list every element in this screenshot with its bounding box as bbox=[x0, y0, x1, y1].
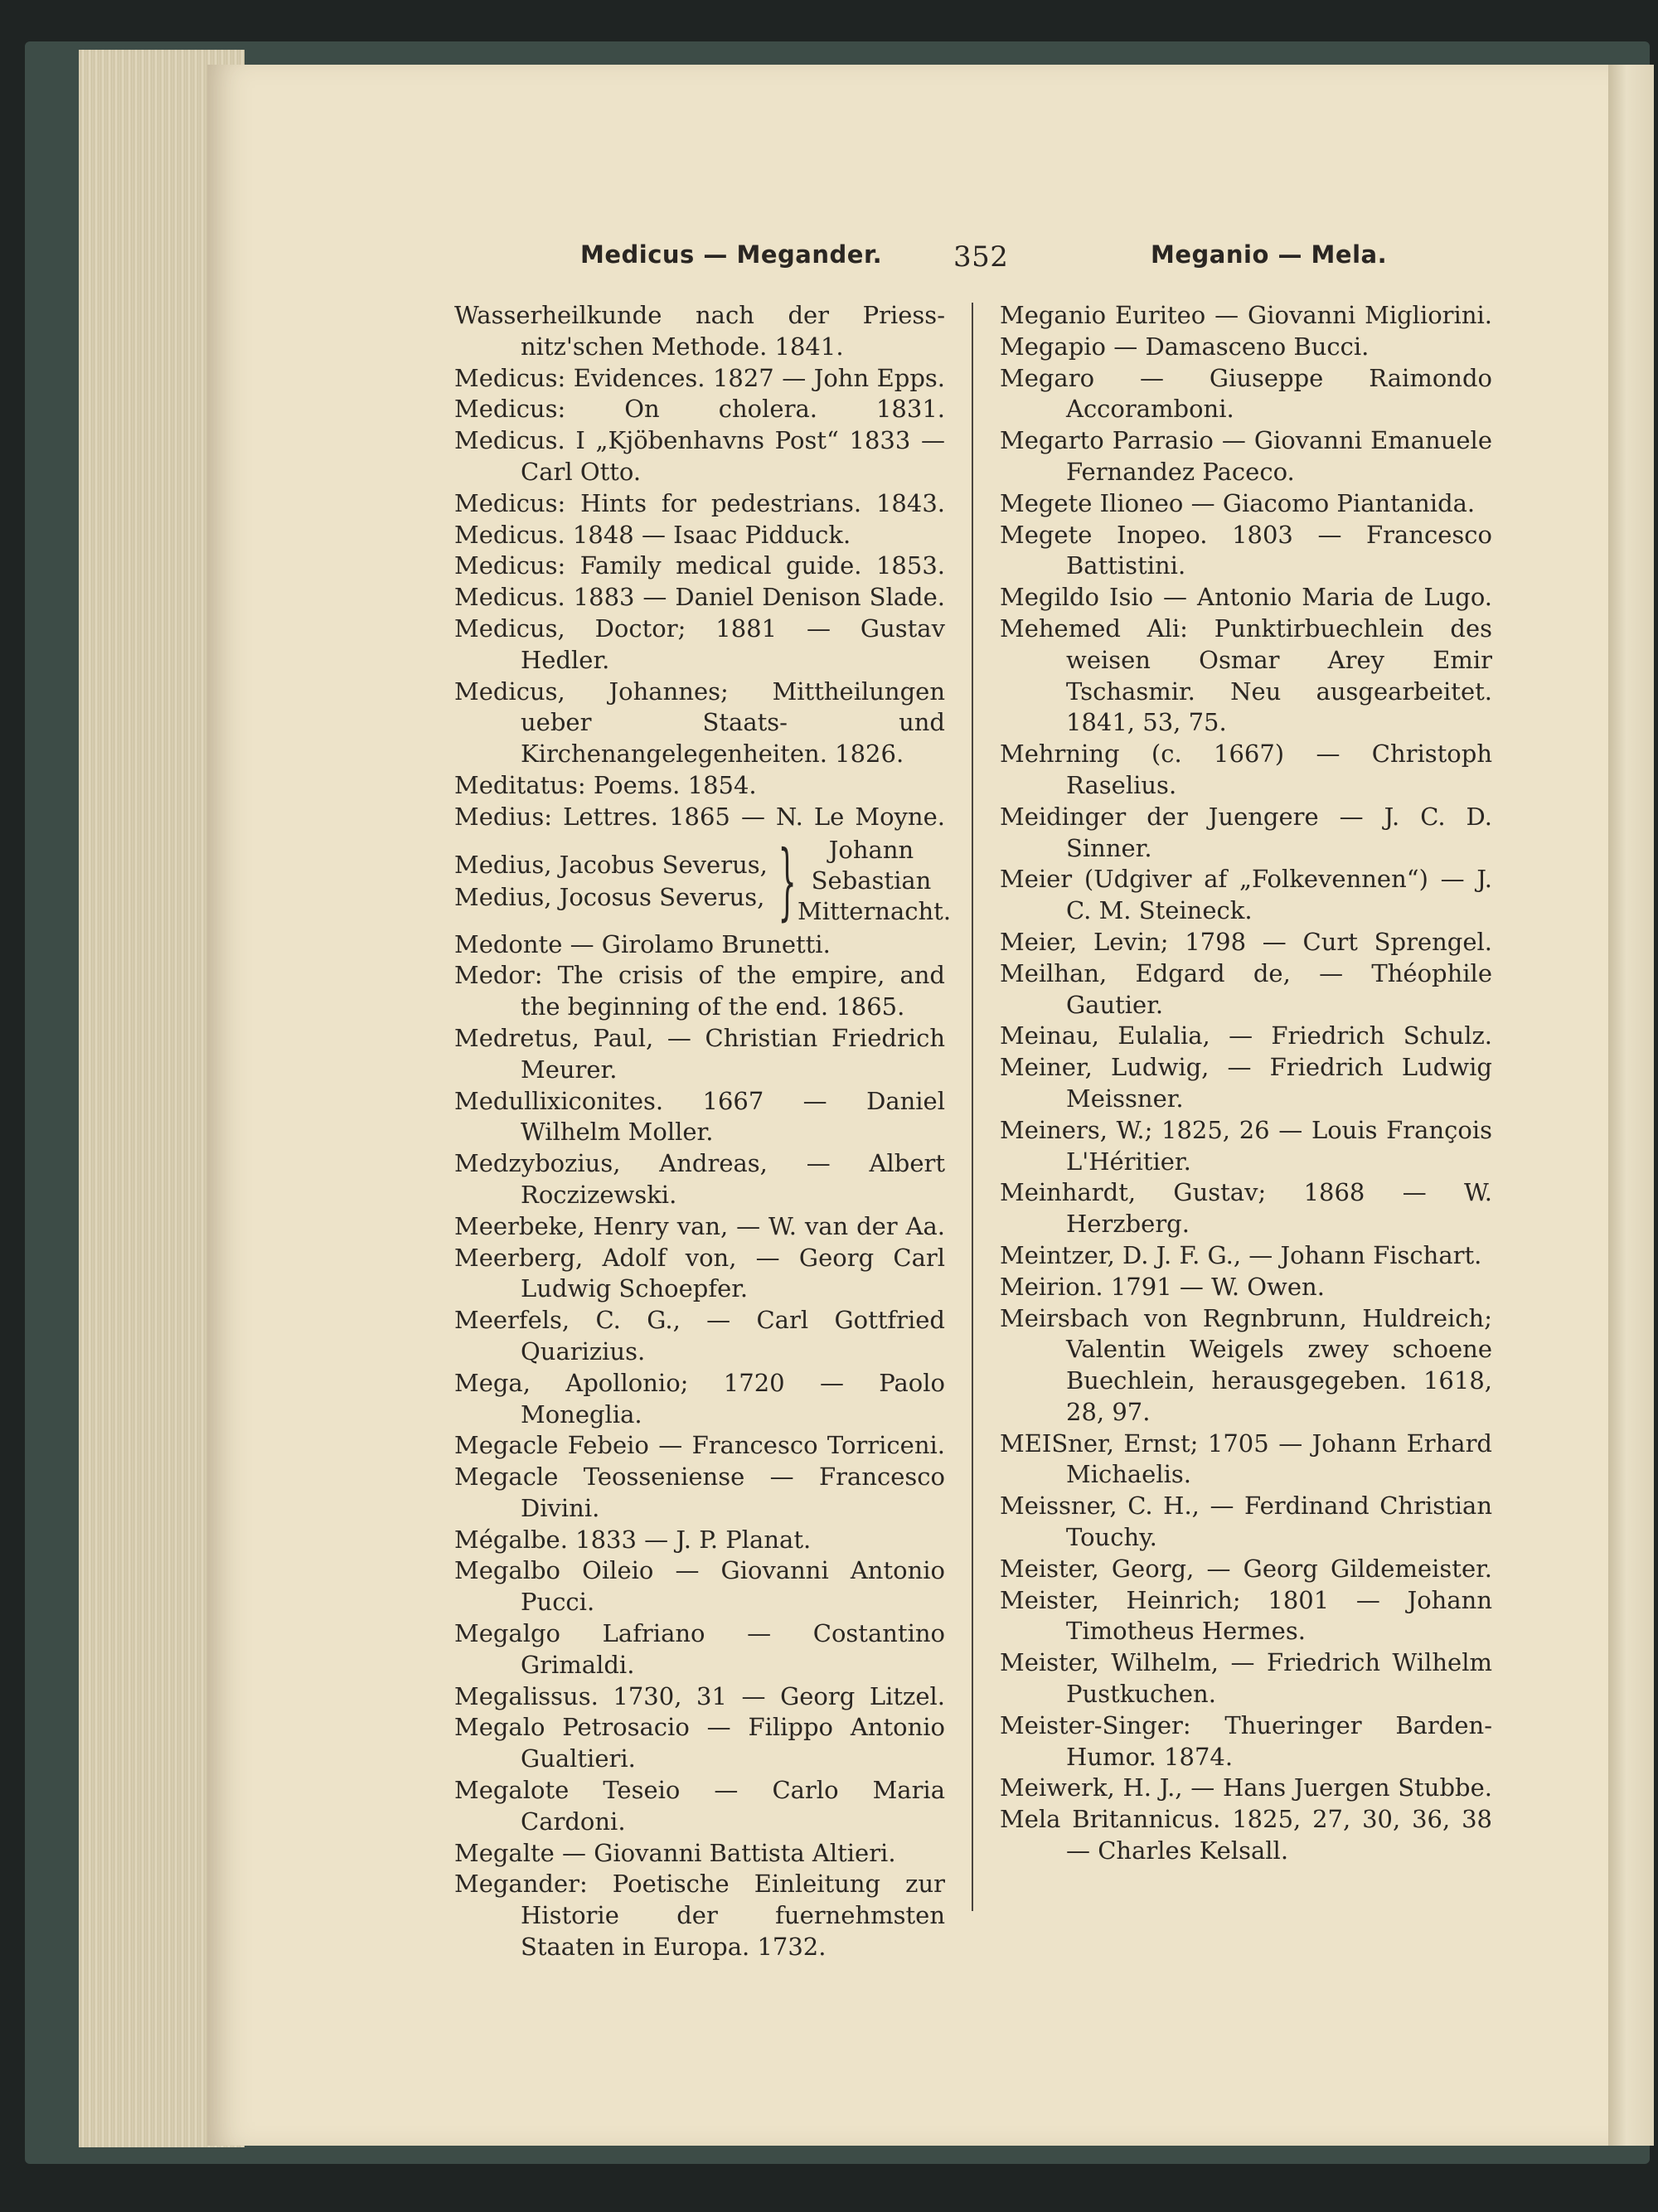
entry-medicus-1883: Medicus. 1883 — Daniel Denison Slade. bbox=[454, 583, 945, 612]
entry-meister-georg: Meister, Georg, — Georg Gildemeister. bbox=[1000, 1554, 1492, 1583]
entry-meier-levin: Meier, Levin; 1798 — Curt Sprengel. bbox=[1000, 927, 1492, 956]
entry-megacle-febeio: Megacle Febeio — Francesco Torriceni. bbox=[454, 1431, 945, 1460]
page-curl-edge bbox=[1608, 65, 1654, 2146]
entry-mehrning: Mehrning (c. 1667) — Christoph Raselius. bbox=[1000, 740, 1492, 799]
brace-name-jocosus: Medius, Jocosus Severus, bbox=[454, 882, 765, 911]
entry-meiners: Meiners, W.; 1825, 26 — Louis François L'Héritier. bbox=[1000, 1115, 1492, 1176]
entry-mehemed: Mehemed Ali: Punktirbuechlein des weisen Osmar Arey Emir Tschasmir. Neu ausgearbeitet. 1841, 53, 75. bbox=[1000, 614, 1492, 737]
entry-megalbe: Mégalbe. 1833 — J. P. Planat. bbox=[454, 1525, 812, 1554]
entry-mega: Mega, Apollonio; 1720 — Paolo Moneglia. bbox=[454, 1368, 945, 1429]
entry-medius-lettres: Medius: Lettres. 1865 — N. Le Moyne. bbox=[454, 802, 945, 831]
right-column bbox=[1000, 300, 1492, 1867]
entry-megete-ilioneo: Megete Ilioneo — Giacomo Piantanida. bbox=[1000, 488, 1476, 517]
entry-medzybozius: Medzybozius, Andreas, — Albert Roczizewski. bbox=[454, 1149, 945, 1209]
entry-meintzer: Meintzer, D. J. F. G., — Johann Fischart. bbox=[1000, 1240, 1482, 1269]
entry-meerberg: Meerberg, Adolf von, — Georg Carl Ludwig Schoepfer. bbox=[454, 1243, 945, 1303]
entry-meier-udgiver: Meier (Udgiver af „Folkevennen“) — J. C. M. Steineck. bbox=[1000, 865, 1492, 925]
entry-meerfels: Meerfels, C. G., — Carl Gottfried Quarizius. bbox=[454, 1306, 945, 1366]
entry-medonte: Medonte — Girolamo Brunetti. bbox=[454, 929, 831, 958]
entry-meditatus: Meditatus: Poems. 1854. bbox=[454, 770, 757, 799]
entry-medicus-hints: Medicus: Hints for pedestrians. 1843. bbox=[454, 488, 945, 517]
entry-meinau: Meinau, Eulalia, — Friedrich Schulz. bbox=[1000, 1021, 1492, 1050]
entry-megalote: Megalote Teseio — Carlo Maria Cardoni. bbox=[454, 1776, 945, 1836]
entry-medicus-1848: Medicus. 1848 — Isaac Pidduck. bbox=[454, 520, 851, 549]
entry-meirsbach: Meirsbach von Regnbrunn, Huldreich; Valentin Weigels zwey schoene Buechlein, herausgegeben. 1618, 28, 97. bbox=[1000, 1303, 1492, 1426]
entry-meister-heinrich: Meister, Heinrich; 1801 — Johann Timotheus Hermes. bbox=[1000, 1585, 1492, 1646]
entry-meinhardt: Meinhardt, Gustav; 1868 — W. Herzberg. bbox=[1000, 1178, 1492, 1239]
entry-meilhan: Meilhan, Edgard de, — Théophile Gautier. bbox=[1000, 958, 1492, 1019]
entry-mela-britannicus: Mela Britannicus. 1825, 27, 30, 36, 38 — Charles Kelsall. bbox=[1000, 1805, 1492, 1865]
brace-target-line-3: Mitternacht. bbox=[797, 897, 952, 926]
entry-medicus-kjobenhavns: Medicus. I „Kjöbenhavns Post“ 1833 — Carl Otto. bbox=[454, 426, 945, 486]
entry-megalte: Megalte — Giovanni Battista Altieri. bbox=[454, 1838, 896, 1867]
entry-megalo-petrosacio: Megalo Petrosacio — Filippo Antonio Gualtieri. bbox=[454, 1713, 945, 1773]
entry-medicus-cholera: Medicus: On cholera. 1831. bbox=[454, 395, 945, 424]
brace-target bbox=[797, 835, 952, 927]
entry-megander: Megander: Poetische Einleitung zur Historie der fuernehmsten Staaten in Europa. 1732. bbox=[454, 1870, 945, 1962]
entry-megalbo: Megalbo Oileio — Giovanni Antonio Pucci. bbox=[454, 1556, 945, 1617]
entry-meiner: Meiner, Ludwig, — Friedrich Ludwig Meissner. bbox=[1000, 1053, 1492, 1113]
entry-megaro: Megaro — Giuseppe Raimondo Accoramboni. bbox=[1000, 363, 1492, 424]
entry-meiwerk: Meiwerk, H. J., — Hans Juergen Stubbe. bbox=[1000, 1773, 1492, 1802]
entry-medretus: Medretus, Paul, — Christian Friedrich Meurer. bbox=[454, 1023, 945, 1084]
entry-megapio: Megapio — Damasceno Bucci. bbox=[1000, 332, 1370, 361]
entry-wasserheilkunde: Wasserheilkunde nach der Priess-nitz'schen Methode. 1841. bbox=[454, 301, 945, 361]
entry-megacle-teosseniense: Megacle Teosseniense — Francesco Divini. bbox=[454, 1463, 945, 1522]
entry-megete-inopeo: Megete Inopeo. 1803 — Francesco Battistini. bbox=[1000, 520, 1492, 580]
entry-megalgo: Megalgo Lafriano — Costantino Grimaldi. bbox=[454, 1619, 945, 1679]
entry-medicus-doctor: Medicus, Doctor; 1881 — Gustav Hedler. bbox=[454, 614, 945, 674]
entry-meister-wilhelm: Meister, Wilhelm, — Friedrich Wilhelm Pustkuchen. bbox=[1000, 1648, 1492, 1709]
brace-names bbox=[454, 849, 771, 914]
running-head-right: Meganio — Mela. bbox=[1151, 240, 1388, 269]
brace-target-line-2: Sebastian bbox=[811, 866, 932, 895]
entry-meganio: Meganio Euriteo — Giovanni Migliorini. bbox=[1000, 301, 1492, 329]
entry-medullixiconites: Medullixiconites. 1667 — Daniel Wilhelm Moller. bbox=[454, 1086, 945, 1147]
running-head-left: Medicus — Megander. bbox=[580, 240, 883, 269]
brace-entry-medius-severus bbox=[454, 832, 952, 929]
column-divider bbox=[972, 303, 973, 1911]
entry-medicus-johannes: Medicus, Johannes; Mittheilungen ueber Staats- und Kirchenangelegenheiten. 1826. bbox=[454, 677, 945, 769]
entry-megildo: Megildo Isio — Antonio Maria de Lugo. bbox=[1000, 583, 1492, 612]
entry-medicus-evidences: Medicus: Evidences. 1827 — John Epps. bbox=[454, 363, 945, 392]
brace-target-line-1: Johann bbox=[828, 836, 914, 865]
left-column bbox=[454, 300, 952, 1963]
entry-megarto: Megarto Parrasio — Giovanni Emanuele Fernandez Paceco. bbox=[1000, 426, 1492, 486]
entry-meissner: Meissner, C. H., — Ferdinand Christian Touchy. bbox=[1000, 1492, 1492, 1552]
page-number: 352 bbox=[953, 240, 1009, 274]
brace-name-jacobus: Medius, Jacobus Severus, bbox=[454, 850, 768, 879]
entry-megalissus: Megalissus. 1730, 31 — Georg Litzel. bbox=[454, 1681, 945, 1710]
curly-brace-icon: } bbox=[778, 832, 797, 929]
entry-meirion: Meirion. 1791 — W. Owen. bbox=[1000, 1272, 1325, 1301]
entry-meister-singer: Meister-Singer: Thueringer Barden-Humor. 1874. bbox=[1000, 1710, 1492, 1771]
entry-medor: Medor: The crisis of the empire, and the beginning of the end. 1865. bbox=[454, 961, 945, 1021]
entry-meisner: MEISner, Ernst; 1705 — Johann Erhard Michaelis. bbox=[1000, 1429, 1492, 1489]
entry-meidinger: Meidinger der Juengere — J. C. D. Sinner. bbox=[1000, 802, 1492, 862]
entry-medicus-family: Medicus: Family medical guide. 1853. bbox=[454, 551, 945, 580]
entry-meerbeke: Meerbeke, Henry van, — W. van der Aa. bbox=[454, 1211, 945, 1240]
